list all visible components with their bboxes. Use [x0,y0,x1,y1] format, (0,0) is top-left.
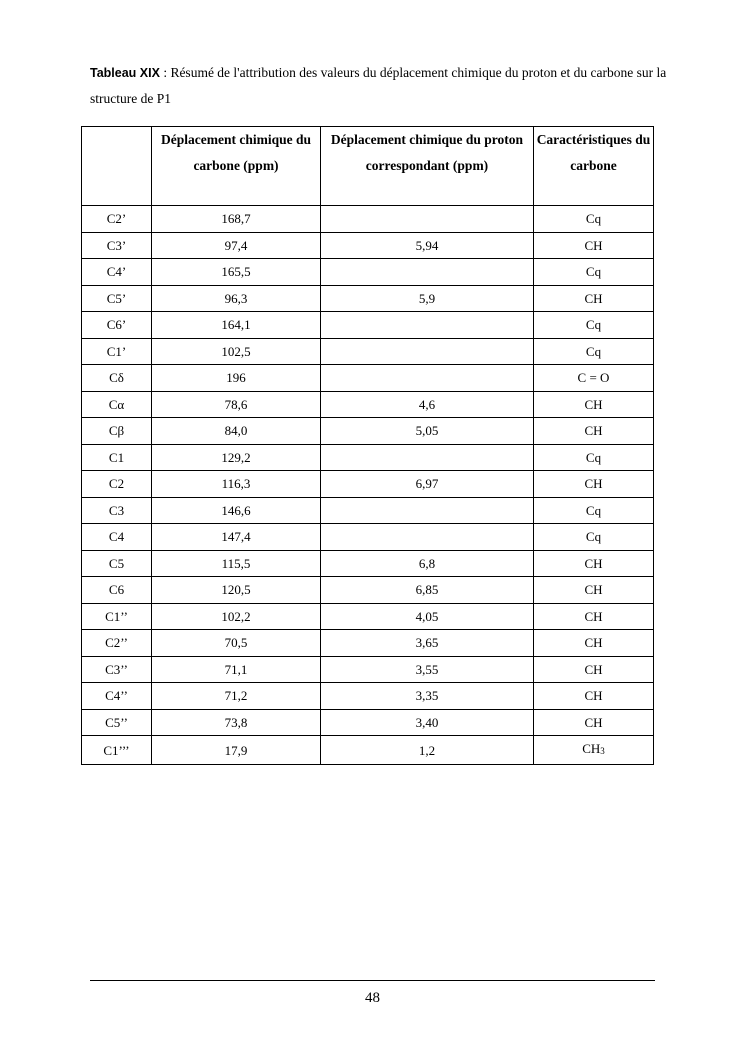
cell-carbon: C5’’ [82,709,152,736]
cell-carbon-type: CH [534,630,654,657]
cell-carbon-shift: 168,7 [152,206,321,233]
cell-carbon-type: Cq [534,206,654,233]
table-row [82,603,654,630]
header-carbon-label [82,127,152,206]
table-row [82,736,654,765]
cell-carbon-type: Cq [534,497,654,524]
table-row [82,418,654,445]
cell-carbon-shift: 71,1 [152,656,321,683]
cell-carbon-shift: 129,2 [152,444,321,471]
cell-carbon: C2 [82,471,152,498]
cell-proton-shift: 3,55 [321,656,534,683]
cell-carbon: C3 [82,497,152,524]
cell-carbon: C6’ [82,312,152,339]
cell-carbon-type: CH [534,471,654,498]
cell-proton-shift: 6,85 [321,577,534,604]
table-row [82,365,654,392]
cell-proton-shift [321,206,534,233]
caption-label: Tableau XIX [90,66,160,80]
table-row [82,391,654,418]
cell-carbon-type: CH [534,232,654,259]
cell-carbon-shift: 71,2 [152,683,321,710]
table-row [82,630,654,657]
cell-carbon-shift: 97,4 [152,232,321,259]
cell-carbon: C4 [82,524,152,551]
cell-carbon: C1 [82,444,152,471]
cell-carbon: C6 [82,577,152,604]
table-row [82,206,654,233]
table-header-row [82,127,654,206]
cell-carbon-type: $CH_3$ [534,736,654,765]
cell-carbon-shift: 78,6 [152,391,321,418]
header-carbon-shift: Déplacement chimique du carbone (ppm) [152,127,321,206]
cell-carbon-shift: 116,3 [152,471,321,498]
cell-carbon-shift: 120,5 [152,577,321,604]
cell-proton-shift [321,524,534,551]
table-row [82,232,654,259]
cell-proton-shift: 6,97 [321,471,534,498]
cell-carbon-shift: 102,2 [152,603,321,630]
cell-carbon-type: Cq [534,338,654,365]
cell-carbon-shift: 73,8 [152,709,321,736]
cell-carbon-type: Cq [534,444,654,471]
cell-proton-shift [321,259,534,286]
cell-carbon-type: CH [534,709,654,736]
cell-proton-shift: 3,40 [321,709,534,736]
cell-proton-shift [321,338,534,365]
cell-proton-shift [321,365,534,392]
cell-carbon-type: CH [534,391,654,418]
table-caption [90,60,670,112]
table-row [82,709,654,736]
cell-proton-shift [321,312,534,339]
table-row [82,577,654,604]
table-row [82,444,654,471]
cell-carbon: C2’ [82,206,152,233]
table-row [82,312,654,339]
cell-carbon-type: CH [534,577,654,604]
cell-carbon-shift: 147,4 [152,524,321,551]
cell-proton-shift: 5,94 [321,232,534,259]
cell-carbon-type: CH [534,656,654,683]
cell-proton-shift: 4,05 [321,603,534,630]
cell-proton-shift: 1,2 [321,736,534,765]
cell-carbon-shift: 196 [152,365,321,392]
cell-carbon-shift: 70,5 [152,630,321,657]
cell-proton-shift: 3,65 [321,630,534,657]
cell-proton-shift: 3,35 [321,683,534,710]
table-row [82,550,654,577]
cell-carbon-type: CH [534,418,654,445]
cell-carbon: C4’’ [82,683,152,710]
table-row [82,259,654,286]
table-row [82,497,654,524]
table-row [82,656,654,683]
cell-carbon-shift: 165,5 [152,259,321,286]
cell-carbon-type: C = O [534,365,654,392]
cell-proton-shift: 4,6 [321,391,534,418]
cell-carbon-type: CH [534,603,654,630]
cell-carbon: Cβ [82,418,152,445]
cell-carbon-type: Cq [534,312,654,339]
cell-carbon-shift: 84,0 [152,418,321,445]
cell-proton-shift [321,444,534,471]
footer-rule [90,980,655,981]
table-row [82,285,654,312]
cell-proton-shift [321,497,534,524]
cell-carbon-shift: 102,5 [152,338,321,365]
header-carbon-type: Caractéristiques du carbone [534,127,654,206]
cell-carbon-type: CH [534,683,654,710]
cell-carbon-shift: 164,1 [152,312,321,339]
cell-carbon-shift: 115,5 [152,550,321,577]
cell-carbon-type: CH [534,550,654,577]
cell-carbon: C2’’ [82,630,152,657]
cell-carbon: C1’ [82,338,152,365]
cell-carbon: C5 [82,550,152,577]
chemical-shift-table [81,126,654,765]
cell-carbon: C5’ [82,285,152,312]
cell-carbon: C1’’ [82,603,152,630]
cell-carbon-type: Cq [534,259,654,286]
table-row [82,471,654,498]
table-row [82,683,654,710]
cell-carbon: C3’ [82,232,152,259]
cell-carbon-shift: 17,9 [152,736,321,765]
cell-proton-shift: 5,9 [321,285,534,312]
cell-carbon: Cδ [82,365,152,392]
cell-carbon: C3’’ [82,656,152,683]
table-row [82,338,654,365]
page-number: 48 [365,990,380,1006]
cell-carbon-type: CH [534,285,654,312]
caption-text: : Résumé de l'attribution des valeurs du déplacement chimique du proton et du carbone sur la structure de P1 [90,65,667,106]
table-row [82,524,654,551]
cell-carbon: C4’ [82,259,152,286]
cell-proton-shift: 5,05 [321,418,534,445]
header-proton-shift: Déplacement chimique du proton correspondant (ppm) [321,127,534,206]
cell-carbon-shift: 146,6 [152,497,321,524]
cell-proton-shift: 6,8 [321,550,534,577]
cell-carbon-shift: 96,3 [152,285,321,312]
cell-carbon: Cα [82,391,152,418]
cell-carbon: C1’’’ [82,736,152,765]
cell-carbon-type: Cq [534,524,654,551]
